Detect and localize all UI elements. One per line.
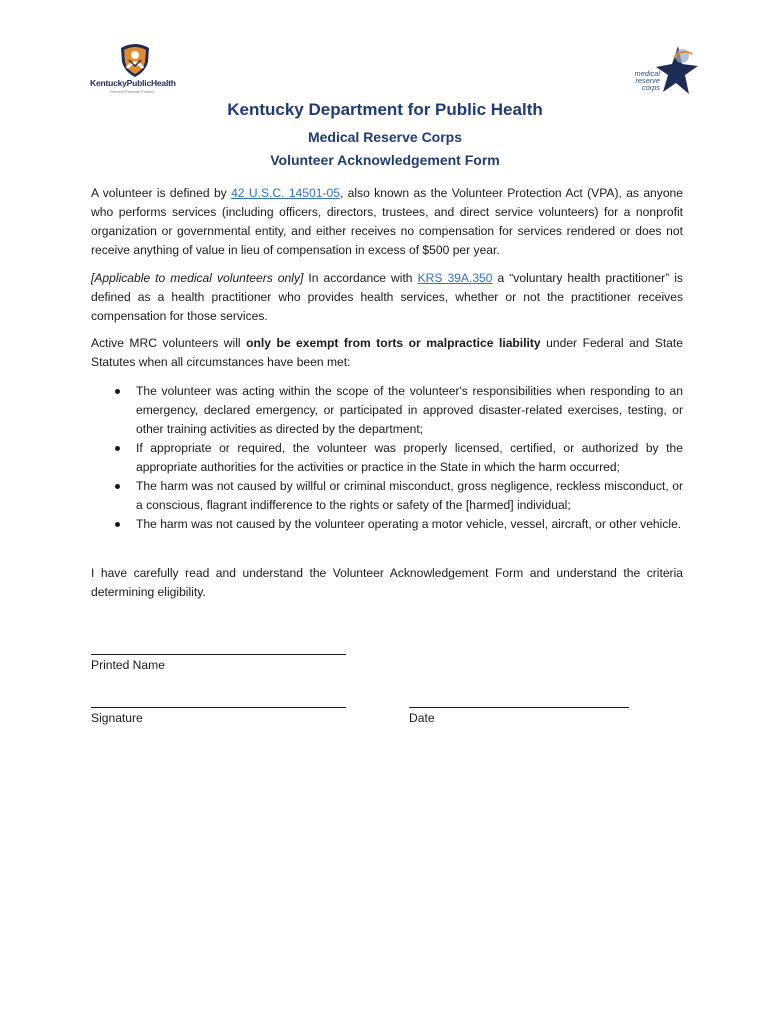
- list-item: [111, 477, 683, 515]
- kentucky-public-health-logo: [86, 42, 196, 98]
- p3-bold-text: only be exempt from torts or malpractice liability: [246, 336, 541, 350]
- bullet-icon: [115, 446, 120, 451]
- list-item-text: If appropriate or required, the volunteer was properly licensed, certified, or authorized by the appropriate authorities for the activities or practice in the State in which the harm occurred;: [136, 441, 683, 474]
- printed-name-field[interactable]: [91, 654, 346, 655]
- page-subtitle-program: Medical Reserve Corps: [307, 129, 463, 145]
- mrc-line-1: medical: [634, 69, 660, 78]
- list-item: [111, 515, 683, 534]
- mrc-line-3: corps: [641, 83, 660, 93]
- p2-text-b: a “voluntary health practitioner” is defined as a health practitioner who provides health services, whether or not the practitioner receives compensation for those services.: [91, 271, 683, 323]
- date-field[interactable]: [409, 707, 629, 708]
- printed-name-label: Printed Name: [91, 658, 165, 672]
- p3-text-b: under Federal and State Statutes when all circumstances have been met:: [91, 336, 683, 369]
- signature-field[interactable]: [91, 707, 346, 708]
- logo-name: KentuckyPublicHealth: [90, 78, 176, 88]
- medical-reserve-corps-logo: [612, 42, 702, 100]
- p1-text-b: , also known as the Volunteer Protection Act (VPA), as anyone who performs services (including officers, directors, trustees, and direct service volunteers) for a nonprofit organization or governmental entity, and either receives no compensation for services rendered or does not receive anything of value in lieu of compensation in excess of $500 per year.: [91, 186, 683, 257]
- health-practitioner-paragraph: [91, 269, 683, 326]
- list-item-text: The harm was not caused by willful or criminal misconduct, gross negligence, reckless misconduct, or a conscious, flagrant indifference to the rights or safety of the [harmed] individual;: [136, 479, 683, 512]
- page-title: Kentucky Department for Public Health: [227, 100, 543, 119]
- vpa-definition-paragraph: [91, 184, 683, 260]
- bullet-icon: [115, 389, 120, 394]
- page-subtitle-form: Volunteer Acknowledgement Form: [270, 152, 500, 168]
- p3-text-a: Active MRC volunteers will: [91, 336, 247, 350]
- logo-tagline: Prevent Promote Protect: [110, 89, 154, 94]
- circumstances-list: [111, 382, 683, 534]
- acknowledgement-paragraph: I have carefully read and understand the Volunteer Acknowledgement Form and understand the criteria determining eligibility.: [91, 566, 683, 599]
- date-label: Date: [409, 711, 435, 725]
- list-item-text: The harm was not caused by the volunteer operating a motor vehicle, vessel, aircraft, or other vehicle.: [136, 517, 682, 531]
- mrc-line-2: reserve: [635, 76, 660, 86]
- bullet-icon: [115, 484, 120, 489]
- liability-exemption-paragraph: [91, 334, 683, 372]
- shield-icon: [115, 42, 155, 78]
- mrc-logo-text: [616, 70, 660, 92]
- p2-applicability-note: [Applicable to medical volunteers only]: [91, 271, 304, 285]
- bullet-icon: [115, 522, 120, 527]
- list-item: [111, 382, 683, 439]
- krs-39a350-link[interactable]: KRS 39A.350: [417, 271, 493, 285]
- list-item: [111, 439, 683, 477]
- p2-text-a: In accordance with: [303, 271, 418, 285]
- signature-label: Signature: [91, 711, 143, 725]
- list-item-text: The volunteer was acting within the scope of the volunteer's responsibilities when responding to an emergency, declared emergency, or participated in approved disaster-related exercises, testing, or other training activities as directed by the department;: [136, 384, 683, 436]
- p1-text-a: A volunteer is defined by: [91, 186, 232, 200]
- usc-14501-link[interactable]: 42 U.S.C. 14501-05: [231, 186, 340, 200]
